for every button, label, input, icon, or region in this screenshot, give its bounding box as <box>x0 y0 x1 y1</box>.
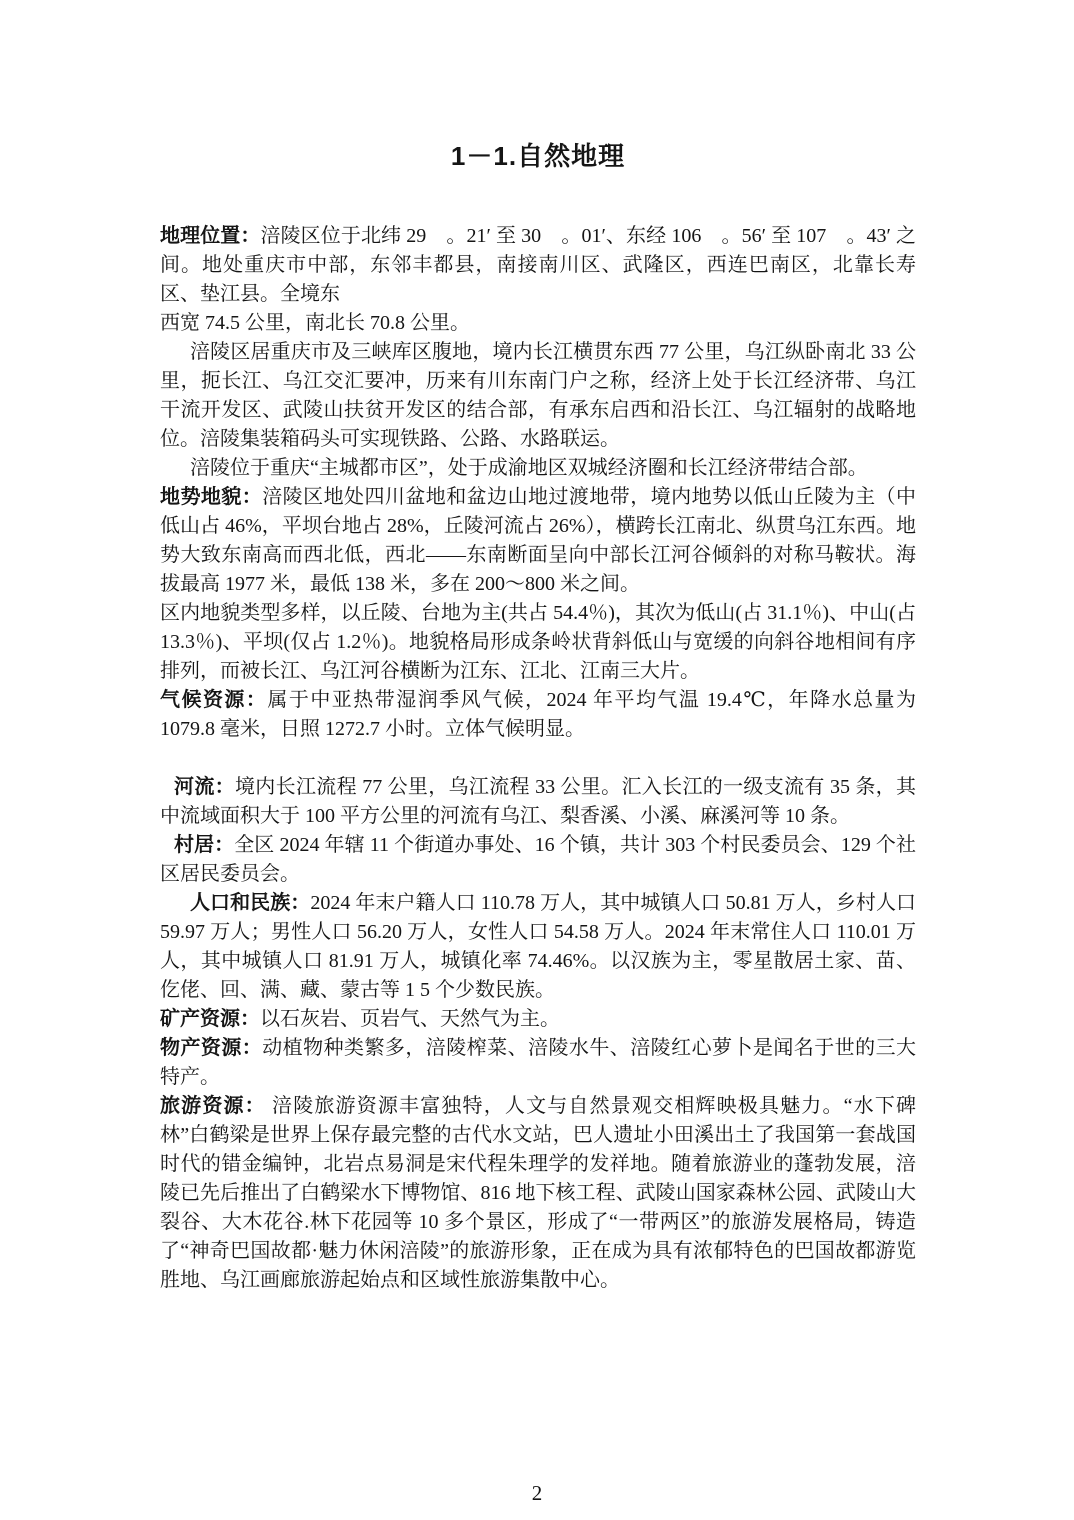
para-location-text: 涪陵区位于北纬 29 。21′ 至 30 。01′、东经 106 。56′ 至 107 。43′ 之间。地处重庆市中部，东邻丰都县，南接南川区、武隆区，西连巴南区，北靠长寿区、垫江县。全境东 <box>160 225 917 305</box>
page-number: 2 <box>531 1481 543 1505</box>
para-products <box>160 1034 916 1092</box>
para-overview-1-text: 涪陵区居重庆市及三峡库区腹地，境内长江横贯东西 77 公里，乌江纵卧南北 33 公里，扼长江、乌江交汇要冲，历来有川东南门户之称，经济上处于长江经济带、乌江干流开发区、武陵山扶贫开发区的结合部，有承东启西和沿长江、乌江辐射的战略地位。涪陵集装箱码头可实现铁路、公路、水路联运。 <box>160 341 916 450</box>
para-villages-label: 村居： <box>174 834 235 856</box>
para-terrain-label: 地势地貌： <box>160 486 263 508</box>
para-minerals-text: 以石灰岩、页岩气、天然气为主。 <box>260 1008 560 1030</box>
para-terrain <box>160 483 916 599</box>
para-terrain-text: 涪陵区地处四川盆地和盆边山地过渡地带，境内地势以低山丘陵为主（中低山占 46%，平坝台地占 28%，丘陵河流占 26%），横跨长江南北、纵贯乌江东西。地势大致东南高而西北低，西北――东南断面呈向中部长江河谷倾斜的对称马鞍状。海拔最高 1977 米，最低 138 米，多在 200～800 米之间。 <box>160 486 917 595</box>
para-overview-2-text: 涪陵位于重庆“主城都市区”，处于成渝地区双城经济圈和长江经济带结合部。 <box>190 457 868 479</box>
para-tourism-text: 涪陵旅游资源丰富独特，人文与自然景观交相辉映极具魅力。“水下碑林”白鹤梁是世界上保存最完整的古代水文站，巴人遗址小田溪出土了我国第一套战国时代的错金编钟，北岩点易洞是宋代程朱理学的发祥地。随着旅游业的蓬勃发展，涪陵已先后推出了白鹤梁水下博物馆、816 地下核工程、武陵山国家森林公园、武陵山大裂谷、大木花谷.林下花园等 10 多个景区，形成了“一带两区”的旅游发展格局，铸造了“神奇巴国故都·魅力休闲涪陵”的旅游形象，正在成为具有浓郁特色的巴国故都游览胜地、乌江画廊旅游起始点和区域性旅游集散中心。 <box>160 1095 916 1291</box>
para-minerals <box>160 1005 916 1034</box>
para-tourism <box>160 1092 916 1295</box>
para-climate <box>160 686 916 744</box>
para-rivers <box>160 773 916 831</box>
para-minerals-label: 矿产资源： <box>160 1008 260 1030</box>
para-terrain-cont <box>160 599 916 686</box>
page-title: 1－1.自然地理 <box>450 141 626 171</box>
para-population-label: 人口和民族： <box>190 892 311 914</box>
para-terrain-cont-text: 区内地貌类型多样，以丘陵、台地为主(共占 54.4％)，其次为低山(占 31.1％)、中山(占 13.3％)、平坝(仅占 1.2％)。地貌格局形成条岭状背斜低山与宽缓的向斜谷地相间有序排列，而被长江、乌江河谷横断为江东、江北、江南三大片。 <box>160 602 916 682</box>
para-villages-text: 全区 2024 年辖 11 个街道办事处、16 个镇，共计 303 个村民委员会、129 个社区居民委员会。 <box>160 834 916 885</box>
para-location <box>160 222 916 309</box>
para-rivers-text: 境内长江流程 77 公里，乌江流程 33 公里。汇入长江的一级支流有 35 条，其中流域面积大于 100 平方公里的河流有乌江、梨香溪、小溪、麻溪河等 10 条。 <box>160 776 917 827</box>
para-overview-2 <box>160 454 916 483</box>
para-population <box>160 889 916 1005</box>
para-rivers-label: 河流： <box>174 776 235 798</box>
para-products-text: 动植物种类繁多，涪陵榨菜、涪陵水牛、涪陵红心萝卜是闻名于世的三大特产。 <box>160 1037 917 1088</box>
para-population-text: 2024 年末户籍人口 110.78 万人，其中城镇人口 50.81 万人，乡村人口 59.97 万人；男性人口 56.20 万人，女性人口 54.58 万人。2024 年末常住人口 110.01 万人，其中城镇人口 81.91 万人，城镇化率 74.46%。以汉族为主，零星散居土家、苗、仡佬、回、满、藏、蒙古等 1 5 个少数民族。 <box>160 892 916 1001</box>
para-climate-label: 气候资源： <box>160 689 268 711</box>
para-climate-text: 属于中亚热带湿润季风气候，2024 年平均气温 19.4℃，年降水总量为 1079.8 毫米，日照 1272.7 小时。立体气候明显。 <box>160 689 917 740</box>
para-villages <box>160 831 916 889</box>
para-products-label: 物产资源： <box>160 1037 263 1059</box>
para-location-cont-text: 西宽 74.5 公里，南北长 70.8 公里。 <box>160 312 470 334</box>
document-body <box>160 140 916 1295</box>
para-overview-1 <box>160 338 916 454</box>
para-location-cont <box>160 309 916 338</box>
para-location-label: 地理位置： <box>160 225 261 247</box>
para-tourism-label: 旅游资源： <box>160 1095 266 1117</box>
